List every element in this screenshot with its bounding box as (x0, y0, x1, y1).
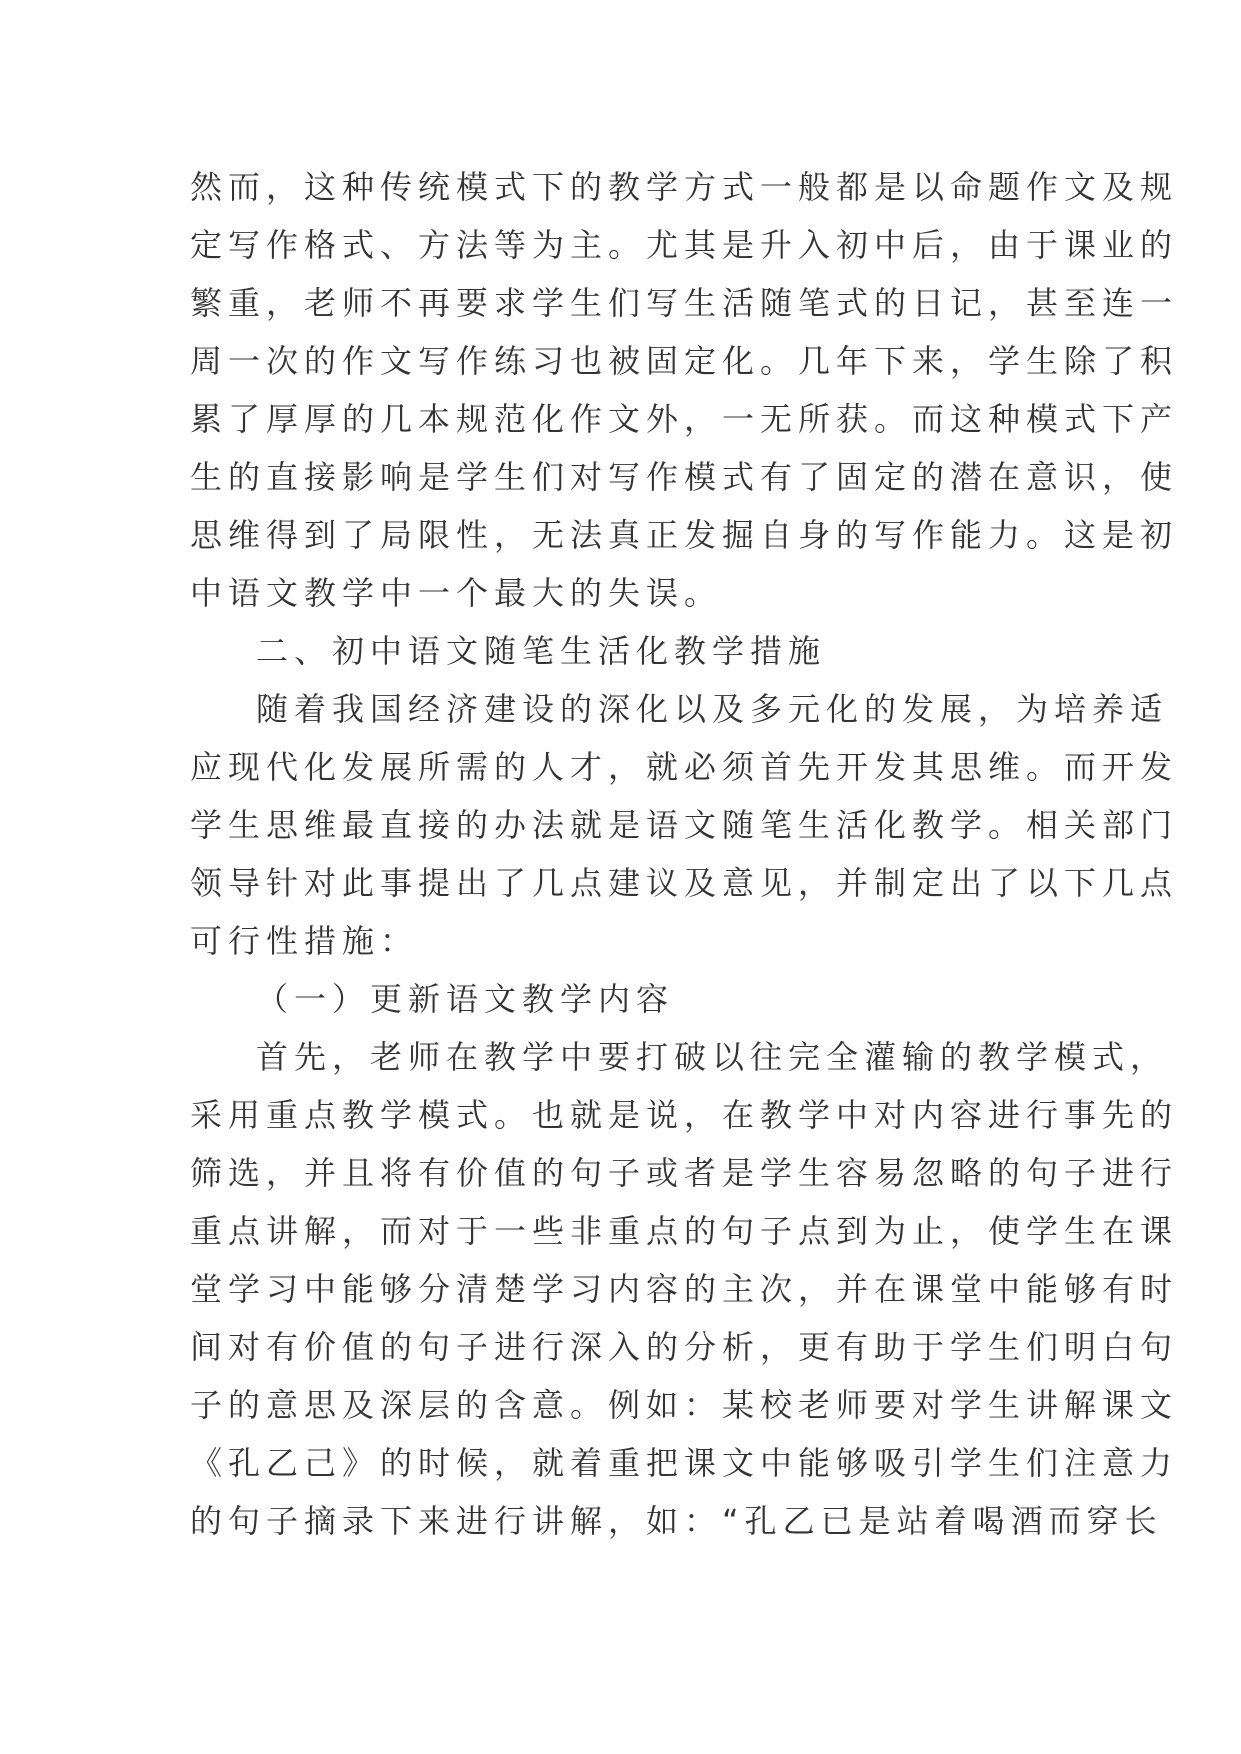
paragraph-line: 累了厚厚的几本规范化作文外，一无所获。而这种模式下产 (190, 400, 1179, 438)
paragraph-line: 的句子摘录下来进行讲解，如：“孔乙已是站着喝酒而穿长 (190, 1502, 1163, 1540)
paragraph-line: 然而，这种传统模式下的教学方式一般都是以命题作文及规 (190, 168, 1179, 206)
paragraph-line: 繁重，老师不再要求学生们写生活随笔式的日记，甚至连一 (190, 284, 1179, 322)
paragraph-line: 学生思维最直接的办法就是语文随笔生活化教学。相关部门 (190, 806, 1179, 844)
paragraph-line: 首先，老师在教学中要打破以往完全灌输的教学模式， (256, 1038, 1169, 1076)
paragraph-line: 堂学习中能够分清楚学习内容的主次，并在课堂中能够有时 (190, 1270, 1179, 1308)
paragraph-line: 子的意思及深层的含意。例如：某校老师要对学生讲解课文 (190, 1386, 1179, 1424)
paragraph-line: 中语文教学中一个最大的失误。 (190, 574, 723, 612)
subsection-heading: （一）更新语文教学内容 (256, 980, 675, 1018)
paragraph-line: 间对有价值的句子进行深入的分析，更有助于学生们明白句 (190, 1328, 1179, 1366)
section-heading: 二、初中语文随笔生活化教学措施 (256, 632, 827, 670)
paragraph-line: 筛选，并且将有价值的句子或者是学生容易忽略的句子进行 (190, 1154, 1179, 1192)
paragraph-line: 可行性措施： (190, 922, 419, 960)
paragraph-line: 领导针对此事提出了几点建议及意见，并制定出了以下几点 (190, 864, 1179, 902)
paragraph-line: 随着我国经济建设的深化以及多元化的发展，为培养适 (256, 690, 1169, 728)
paragraph-line: 应现代化发展所需的人才，就必须首先开发其思维。而开发 (190, 748, 1179, 786)
paragraph-line: 生的直接影响是学生们对写作模式有了固定的潜在意识，使 (190, 458, 1179, 496)
paragraph-line: 采用重点教学模式。也就是说，在教学中对内容进行事先的 (190, 1096, 1179, 1134)
paragraph-line: 重点讲解，而对于一些非重点的句子点到为止，使学生在课 (190, 1212, 1179, 1250)
paragraph-line: 周一次的作文写作练习也被固定化。几年下来，学生除了积 (190, 342, 1179, 380)
paragraph-line: 思维得到了局限性，无法真正发掘自身的写作能力。这是初 (190, 516, 1179, 554)
paragraph-line: 定写作格式、方法等为主。尤其是升入初中后，由于课业的 (190, 226, 1179, 264)
paragraph-line: 《孔乙己》的时候，就着重把课文中能够吸引学生们注意力 (190, 1444, 1179, 1482)
body-text (190, 158, 1179, 1550)
